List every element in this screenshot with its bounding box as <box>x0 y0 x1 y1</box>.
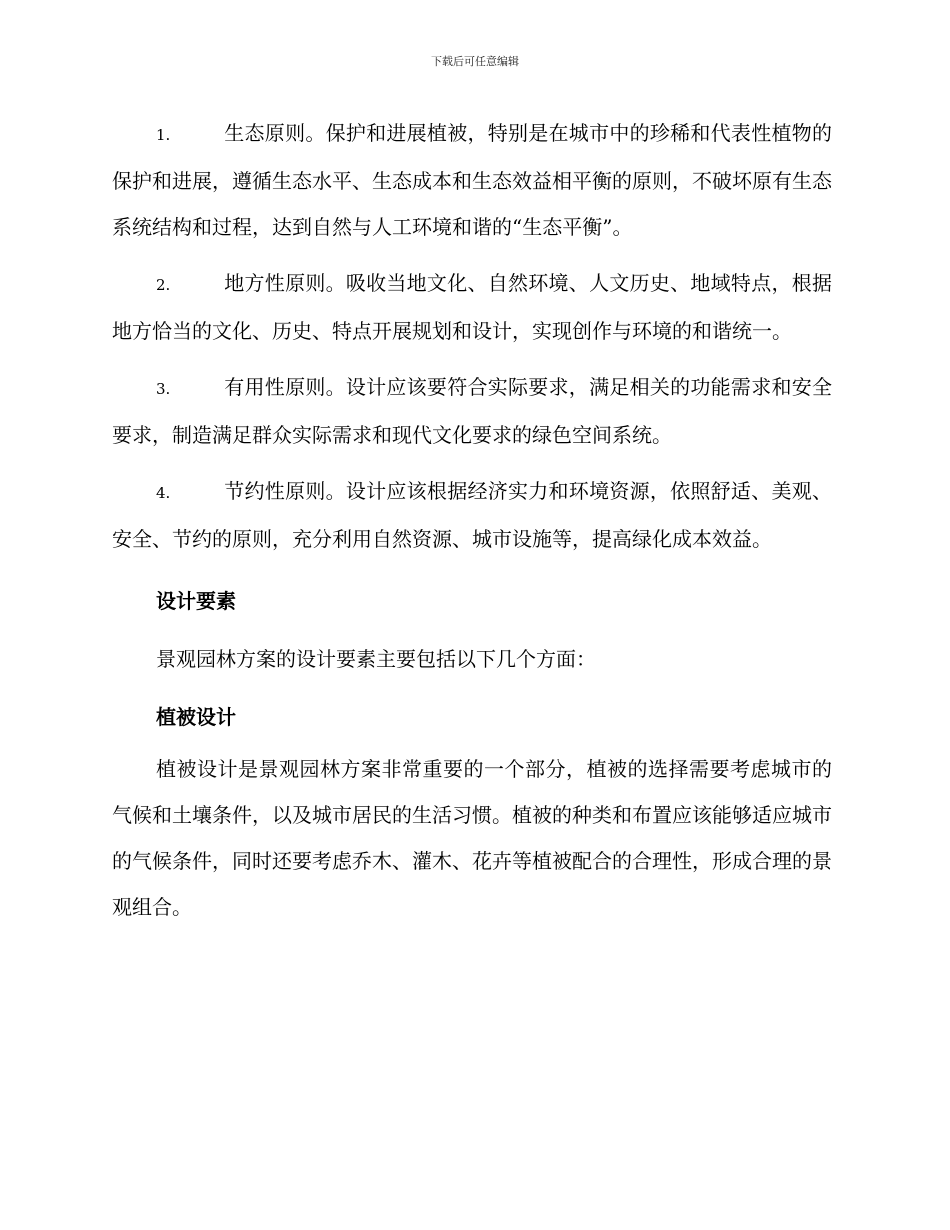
principle-number: 2. <box>156 276 171 294</box>
principle-item-4 <box>112 468 832 562</box>
vegetation-design-paragraph: 植被设计是景观园林方案非常重要的一个部分，植被的选择需要考虑城市的气候和土壤条件，以及城市居民的生活习惯。植被的种类和布置应该能够适应城市的气候条件，同时还要考虑乔木、灌木、花卉等植被配合的合理性，形成合理的景观组合。 <box>112 757 832 919</box>
principle-text: 地方性原则。吸收当地文化、自然环境、人文历史、地域特点，根据地方恰当的文化、历史、特点开展规划和设计，实现创作与环境的和谐统一。 <box>112 271 832 343</box>
principle-text: 生态原则。保护和进展植被，特别是在城市中的珍稀和代表性植物的保护和进展，遵循生态水平、生态成本和生态效益相平衡的原则，不破坏原有生态系统结构和过程，达到自然与人工环境和谐的“生态平衡”。 <box>112 121 832 239</box>
principle-item-2 <box>112 260 832 354</box>
section-heading-design-elements: 设计要素 <box>156 589 236 613</box>
section-heading-vegetation-design: 植被设计 <box>156 705 236 729</box>
principle-item-3 <box>112 364 832 458</box>
principle-number: 3. <box>156 380 171 398</box>
principle-number: 4. <box>156 484 171 502</box>
principle-item-1 <box>112 110 832 250</box>
page-header: 下载后可任意编辑 <box>431 55 519 68</box>
principle-number: 1. <box>156 126 171 144</box>
principle-text: 有用性原则。设计应该要符合实际要求，满足相关的功能需求和安全要求，制造满足群众实际需求和现代文化要求的绿色空间系统。 <box>112 375 832 447</box>
principle-text: 节约性原则。设计应该根据经济实力和环境资源，依照舒适、美观、安全、节约的原则，充分利用自然资源、城市设施等，提高绿化成本效益。 <box>112 479 832 551</box>
design-elements-intro: 景观园林方案的设计要素主要包括以下几个方面： <box>156 647 596 671</box>
document-body <box>112 110 832 930</box>
